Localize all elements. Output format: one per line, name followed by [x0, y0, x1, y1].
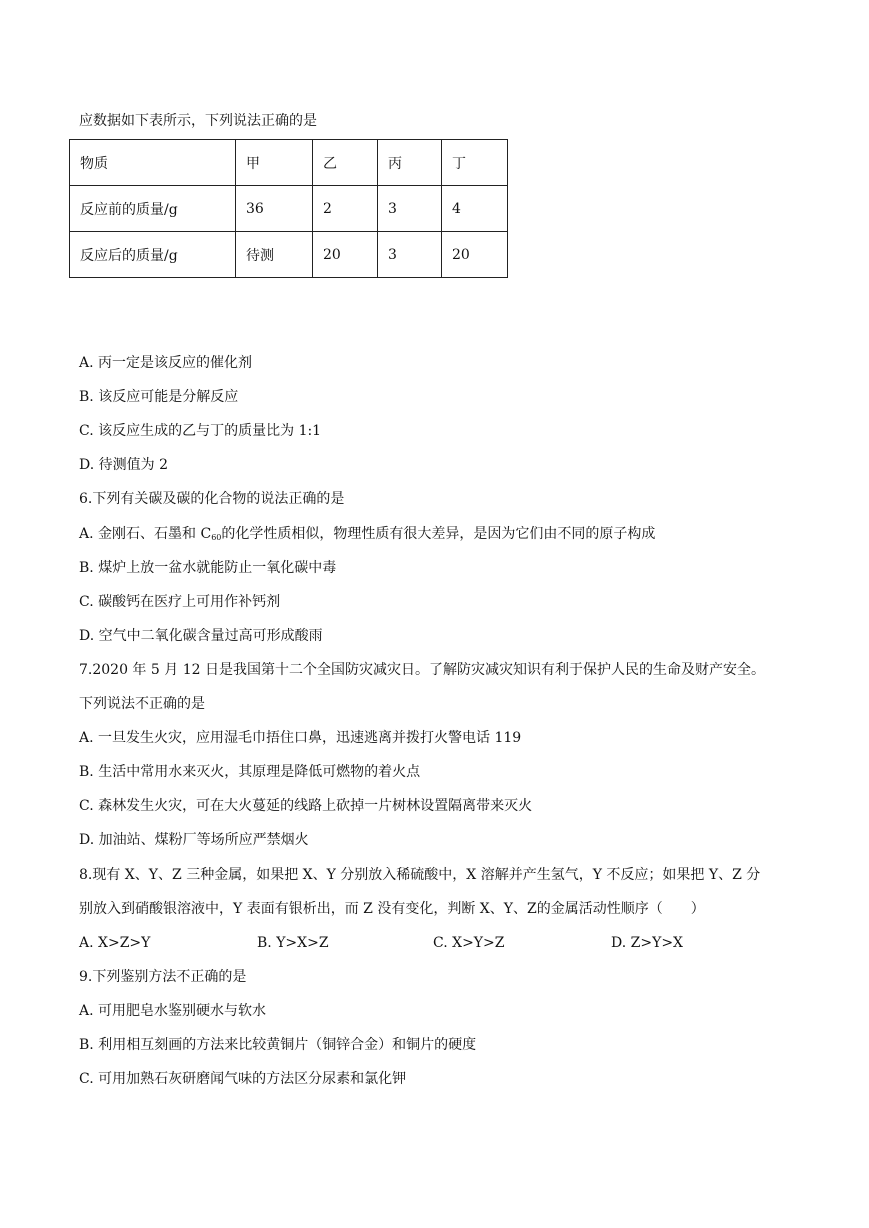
q8-option-c: C. X>Y>Z	[433, 935, 505, 951]
table-cell: 反应前的质量/g	[70, 186, 236, 232]
q8-option-d: D. Z>Y>X	[611, 935, 684, 951]
table-cell: 反应后的质量/g	[70, 232, 236, 278]
table-cell: 待测	[236, 232, 313, 278]
q6-option-a	[79, 524, 655, 548]
q9-option-b: B. 利用相互刻画的方法来比较黄铜片（铜锌合金）和铜片的硬度	[79, 1037, 477, 1053]
q7-option-b: B. 生活中常用水来灭火，其原理是降低可燃物的着火点	[79, 764, 421, 780]
q5-option-b: B. 该反应可能是分解反应	[79, 389, 239, 405]
q8-stem-line2: 别放入到硝酸银溶液中，Y 表面有银析出，而 Z 没有变化，判断 X、Y、Z的金属活动性顺序（ ）	[79, 901, 705, 917]
q8-option-b: B. Y>X>Z	[257, 935, 329, 951]
q9-option-a: A. 可用肥皂水鉴别硬水与软水	[79, 1003, 267, 1019]
table-cell: 20	[442, 232, 508, 278]
q7-stem-line1: 7.2020 年 5 月 12 日是我国第十二个全国防灾减灾日。了解防灾减灾知识有利于保护人民的生命及财产安全。	[79, 662, 765, 678]
table-cell: 物质	[70, 140, 236, 186]
q8-options	[0, 933, 869, 953]
q7-option-a: A. 一旦发生火灾，应用湿毛巾捂住口鼻，迅速逃离并拨打火警电话 119	[79, 730, 522, 746]
table-row	[70, 186, 508, 232]
q5-option-c: C. 该反应生成的乙与丁的质量比为 1:1	[79, 423, 322, 439]
question-intro: 应数据如下表所示，下列说法正确的是	[79, 113, 317, 129]
table-cell: 丁	[442, 140, 508, 186]
q6-option-a-text: A. 金刚石、石墨和 C	[79, 526, 212, 542]
table-header-row	[70, 140, 508, 186]
q7-stem-line2: 下列说法不正确的是	[79, 696, 205, 712]
q9-option-c: C. 可用加熟石灰研磨闻气味的方法区分尿素和氯化钾	[79, 1071, 407, 1087]
table-cell: 4	[442, 186, 508, 232]
q6-option-d: D. 空气中二氧化碳含量过高可形成酸雨	[79, 628, 323, 644]
table-row	[70, 232, 508, 278]
table-cell: 3	[378, 186, 442, 232]
table-cell: 乙	[313, 140, 378, 186]
q6-stem: 6.下列有关碳及碳的化合物的说法正确的是	[79, 491, 345, 507]
table-cell: 20	[313, 232, 378, 278]
table-cell: 2	[313, 186, 378, 232]
table-cell: 甲	[236, 140, 313, 186]
table-cell: 丙	[378, 140, 442, 186]
table-cell: 3	[378, 232, 442, 278]
q7-option-d: D. 加油站、煤粉厂等场所应严禁烟火	[79, 832, 309, 848]
q6-option-b: B. 煤炉上放一盆水就能防止一氧化碳中毒	[79, 560, 337, 576]
q6-option-a-text-rest: 的化学性质相似，物理性质有很大差异，是因为它们由不同的原子构成	[221, 526, 656, 542]
q8-stem-line1: 8.现有 X、Y、Z 三种金属，如果把 X、Y 分别放入稀硫酸中，X 溶解并产生氢气，Y 不反应；如果把 Y、Z 分	[79, 867, 761, 883]
q6-option-a-subscript: 60	[211, 533, 222, 542]
q5-option-a: A. 丙一定是该反应的催化剂	[79, 355, 253, 371]
q6-option-c: C. 碳酸钙在医疗上可用作补钙剂	[79, 594, 281, 610]
q9-stem: 9.下列鉴别方法不正确的是	[79, 969, 247, 985]
q8-option-a: A. X>Z>Y	[79, 935, 151, 951]
data-table	[69, 139, 508, 278]
q5-option-d: D. 待测值为 2	[79, 457, 168, 473]
table-cell: 36	[236, 186, 313, 232]
q7-option-c: C. 森林发生火灾，可在大火蔓延的线路上砍掉一片树林设置隔离带来灭火	[79, 798, 533, 814]
